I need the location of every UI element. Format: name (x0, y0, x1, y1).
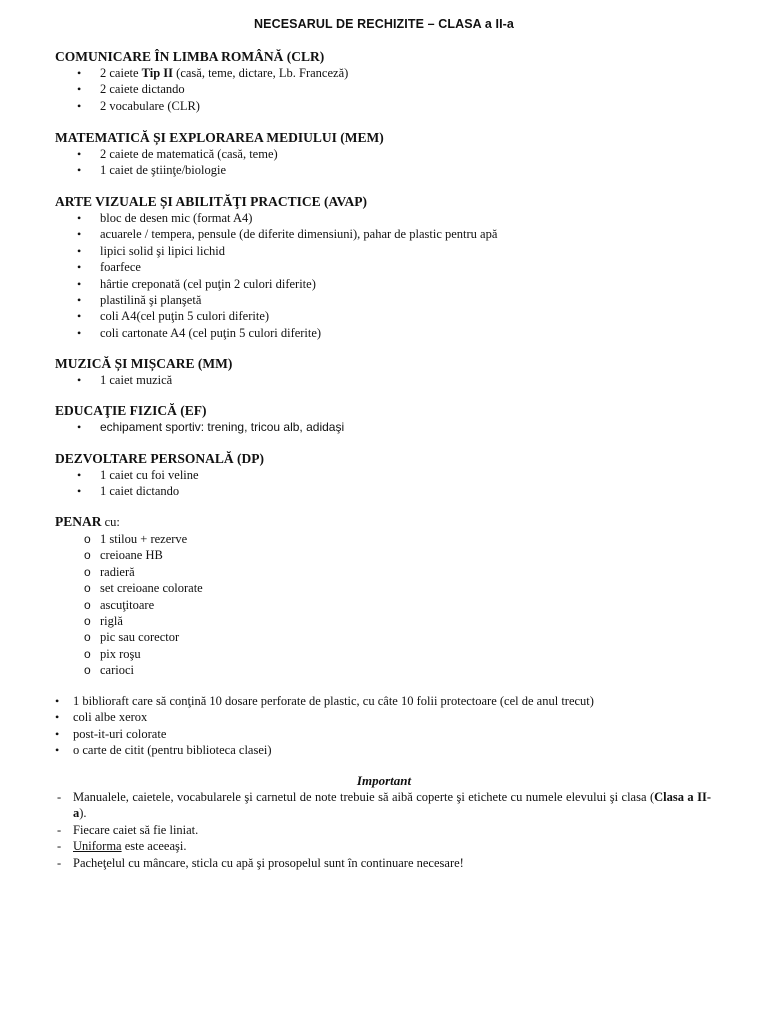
section-penar (55, 513, 735, 679)
list-item: • 1 biblioraft care să conţină 10 dosare perforate de plastic, cu câte 10 folii protectoare (cel de anul trecut) (55, 694, 594, 708)
section-dp (55, 450, 735, 500)
bullet-marker: • (77, 484, 82, 499)
avap-list (55, 210, 735, 341)
bullet-marker: • (77, 211, 82, 225)
note-item: - Fiecare caiet să fie liniat. (57, 822, 199, 837)
circle-marker: o (84, 630, 91, 645)
list-item: • acuarele / tempera, pensule (de diferite dimensiuni), pahar de plastic pentru apă (77, 227, 498, 242)
circle-marker: o (84, 613, 91, 628)
section-misc (55, 693, 735, 759)
note-item: - Uniforma este aceeaşi. (57, 839, 187, 854)
list-item: o pix roşu (84, 646, 141, 661)
circle-marker: o (84, 597, 91, 612)
list-item: • plastilină şi planşetă (77, 292, 202, 307)
list-item: • hârtie creponată (cel puţin 2 culori diferite) (77, 276, 316, 291)
dash-marker: - (57, 822, 62, 837)
dash-marker: - (57, 855, 62, 870)
bullet-marker: • (77, 98, 82, 113)
bullet-marker: • (77, 373, 82, 387)
circle-marker: o (84, 646, 91, 661)
section-ef (55, 402, 735, 435)
list-item: • 1 caiet dictando (77, 484, 180, 499)
clr-list (55, 65, 735, 114)
list-item: • post-it-uri colorate (55, 726, 167, 741)
misc-list (55, 693, 735, 759)
section-avap (55, 193, 735, 341)
list-item: • coli cartonate A4 (cel puţin 5 culori diferite) (77, 325, 322, 340)
section-heading-mm: MUZICĂ ȘI MIȘCARE (MM) (55, 356, 233, 371)
circle-marker: o (84, 581, 91, 596)
page-title: NECESARUL DE RECHIZITE – CLASA a II-a (254, 17, 514, 31)
bullet-marker: • (55, 726, 60, 741)
mem-list (55, 146, 735, 179)
list-item: o set creioane colorate (84, 581, 203, 596)
bullet-marker: • (77, 309, 82, 324)
bullet-marker: • (77, 292, 82, 307)
list-item: • echipament sportiv: trening, tricou alb, adidaşi (77, 420, 345, 434)
bullet-marker: • (77, 420, 82, 434)
note-item: - Pacheţelul cu mâncare, sticla cu apă şi prosopelul sunt în continuare necesare! (57, 855, 464, 870)
section-heading-penar: PENAR cu: (55, 514, 120, 529)
list-item: • 2 caiete Tip II (casă, teme, dictare, Lb. Franceză) (77, 66, 349, 80)
dash-marker: - (57, 790, 62, 804)
list-item: • 2 caiete de matematică (casă, teme) (77, 147, 278, 161)
section-clr (55, 48, 735, 114)
dp-list (55, 467, 735, 500)
circle-marker: o (84, 548, 91, 563)
bullet-marker: • (77, 260, 82, 275)
list-item: • 1 caiet muzică (77, 373, 173, 387)
bullet-marker: • (77, 147, 82, 161)
section-heading-clr: COMUNICARE ÎN LIMBA ROMÂNĂ (CLR) (55, 49, 325, 64)
list-item: • o carte de citit (pentru biblioteca clasei) (55, 743, 272, 758)
section-heading-avap: ARTE VIZUALE ȘI ABILITĂŢI PRACTICE (AVAP) (55, 194, 367, 209)
list-item: o ascuţitoare (84, 597, 155, 612)
mm-list (55, 372, 735, 388)
section-heading-mem: MATEMATICĂ ȘI EXPLORAREA MEDIULUI (MEM) (55, 130, 384, 145)
note-item: - Manualele, caietele, vocabularele şi carnetul de note trebuie să aibă coperte şi etichete cu numele elevului şi clasa (Clasa a II-a). (57, 790, 711, 821)
list-item: • foarfece (77, 260, 141, 275)
list-item: • 1 caiet de ştiinţe/biologie (77, 163, 227, 178)
dash-marker: - (57, 839, 62, 854)
bullet-marker: • (55, 743, 60, 758)
circle-marker: o (84, 532, 91, 546)
section-heading-dp: DEZVOLTARE PERSONALĂ (DP) (55, 451, 265, 466)
penar-list (55, 531, 735, 679)
list-item: o pic sau corector (84, 630, 180, 645)
ef-list (55, 419, 735, 435)
section-mm (55, 355, 735, 388)
bullet-marker: • (77, 276, 82, 291)
bullet-marker: • (55, 710, 60, 725)
bullet-marker: • (77, 163, 82, 178)
list-item: o creioane HB (84, 548, 163, 563)
list-item: • 2 caiete dictando (77, 82, 185, 97)
list-item: o carioci (84, 663, 135, 678)
bullet-marker: • (55, 694, 60, 708)
bullet-marker: • (77, 82, 82, 97)
list-item: • 1 caiet cu foi veline (77, 468, 199, 482)
circle-marker: o (84, 663, 91, 678)
section-heading-ef: EDUCAŢIE FIZICĂ (EF) (55, 403, 207, 418)
bullet-marker: • (77, 468, 82, 482)
list-item: • coli A4(cel puţin 5 culori diferite) (77, 309, 270, 324)
list-item: • 2 vocabulare (CLR) (77, 98, 200, 113)
bullet-marker: • (77, 66, 82, 80)
list-item: • lipici solid şi lipici lichid (77, 243, 225, 258)
important-notes (55, 789, 711, 871)
list-item: o radieră (84, 564, 135, 579)
bullet-marker: • (77, 243, 82, 258)
important-title: Important (356, 773, 412, 788)
bullet-marker: • (77, 325, 82, 340)
list-item: o riglă (84, 613, 123, 628)
list-item: o 1 stilou + rezerve (84, 532, 188, 546)
list-item: • coli albe xerox (55, 710, 148, 725)
section-mem (55, 129, 735, 179)
bullet-marker: • (77, 227, 82, 242)
circle-marker: o (84, 564, 91, 579)
list-item: • bloc de desen mic (format A4) (77, 211, 253, 225)
